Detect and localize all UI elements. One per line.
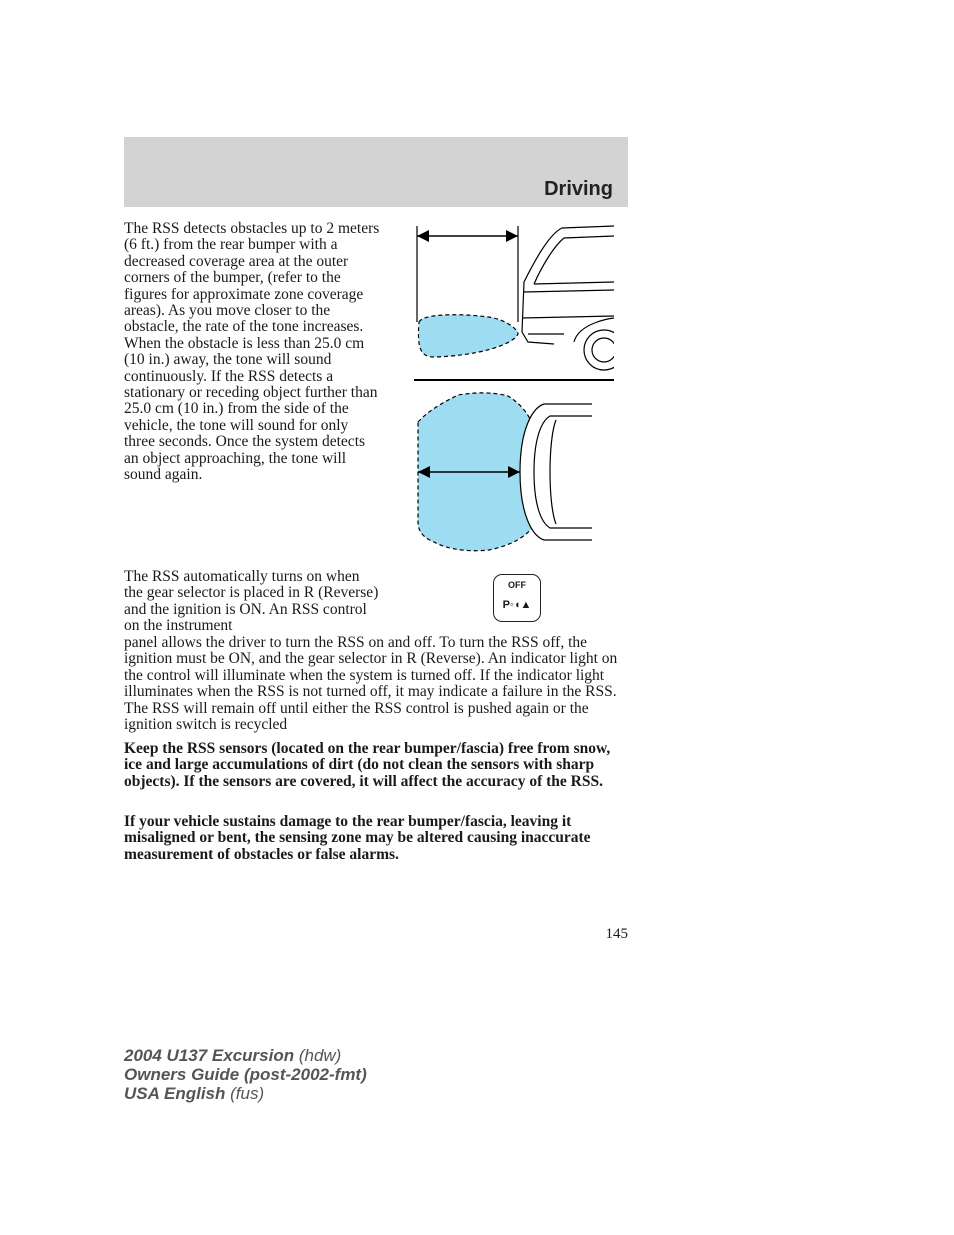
- rss-detection-paragraph: The RSS detects obstacles up to 2 meters (6 ft.) from the rear bumper with a decreased coverage area at the outer corners of the bumper, (refer to the figures for approximate zone coverage areas). As you move closer to the obstacle, the rate of the tone increases. When the obstacle is less than 25.0 cm (10 in.) away, the tone will sound continuously. If the RSS detects a stationary or receding object further than 25.0 cm (10 in.) from the side of the vehicle, the tone will sound for only three seconds. Once the system detects an object approaching, the tone will sound again.: [124, 220, 380, 484]
- top-view-detection-figure: [414, 390, 594, 555]
- rss-off-label: OFF: [508, 580, 526, 590]
- vehicle-top-silhouette: [520, 404, 592, 540]
- parking-sensor-icon: P◦◖▲: [502, 599, 532, 611]
- footer-model: 2004 U137 Excursion: [124, 1046, 295, 1065]
- document-footer: [124, 1046, 367, 1103]
- footer-guide: Owners Guide (post-2002-fmt): [124, 1065, 367, 1084]
- section-title: Driving: [544, 178, 613, 200]
- bumper-damage-warning: If your vehicle sustains damage to the rear bumper/fascia, leaving it misaligned or bent, the sensing zone may be altered causing inaccurate measurement of obstacles or false alarms.: [124, 813, 591, 863]
- footer-language-code: (fus): [225, 1084, 265, 1103]
- sensor-care-warning: Keep the RSS sensors (located on the rear bumper/fascia) free from snow, ice and large accumulations of dirt (do not clean the sensors with sharp objects). If the sensors are covered, it will affect the accuracy of the RSS.: [124, 740, 611, 790]
- rss-off-button[interactable]: [493, 574, 541, 622]
- section-header-band: [124, 137, 628, 207]
- rss-auto-on-paragraph-start: The RSS automatically turns on when the gear selector is placed in R (Reverse) and the ignition is ON. An RSS control on the instrument: [124, 568, 379, 635]
- distance-arrow: [417, 226, 518, 322]
- page-number: 145: [605, 926, 628, 942]
- side-view-detection-figure: [414, 222, 614, 382]
- footer-model-code: (hdw): [294, 1046, 342, 1065]
- vehicle-side-silhouette: [522, 226, 614, 370]
- rss-control-paragraph: panel allows the driver to turn the RSS on and off. To turn the RSS off, the ignition must be ON, and the gear selector in R (Reverse). An indicator light on the control will illuminate when the system is turned off. If the indicator light illuminates when the RSS is not turned off, it may indicate a failure in the RSS. The RSS will remain off until either the RSS control is pushed again or the ignition switch is recycled: [124, 634, 618, 734]
- footer-language: USA English: [124, 1084, 226, 1103]
- side-detection-zone: [418, 315, 518, 357]
